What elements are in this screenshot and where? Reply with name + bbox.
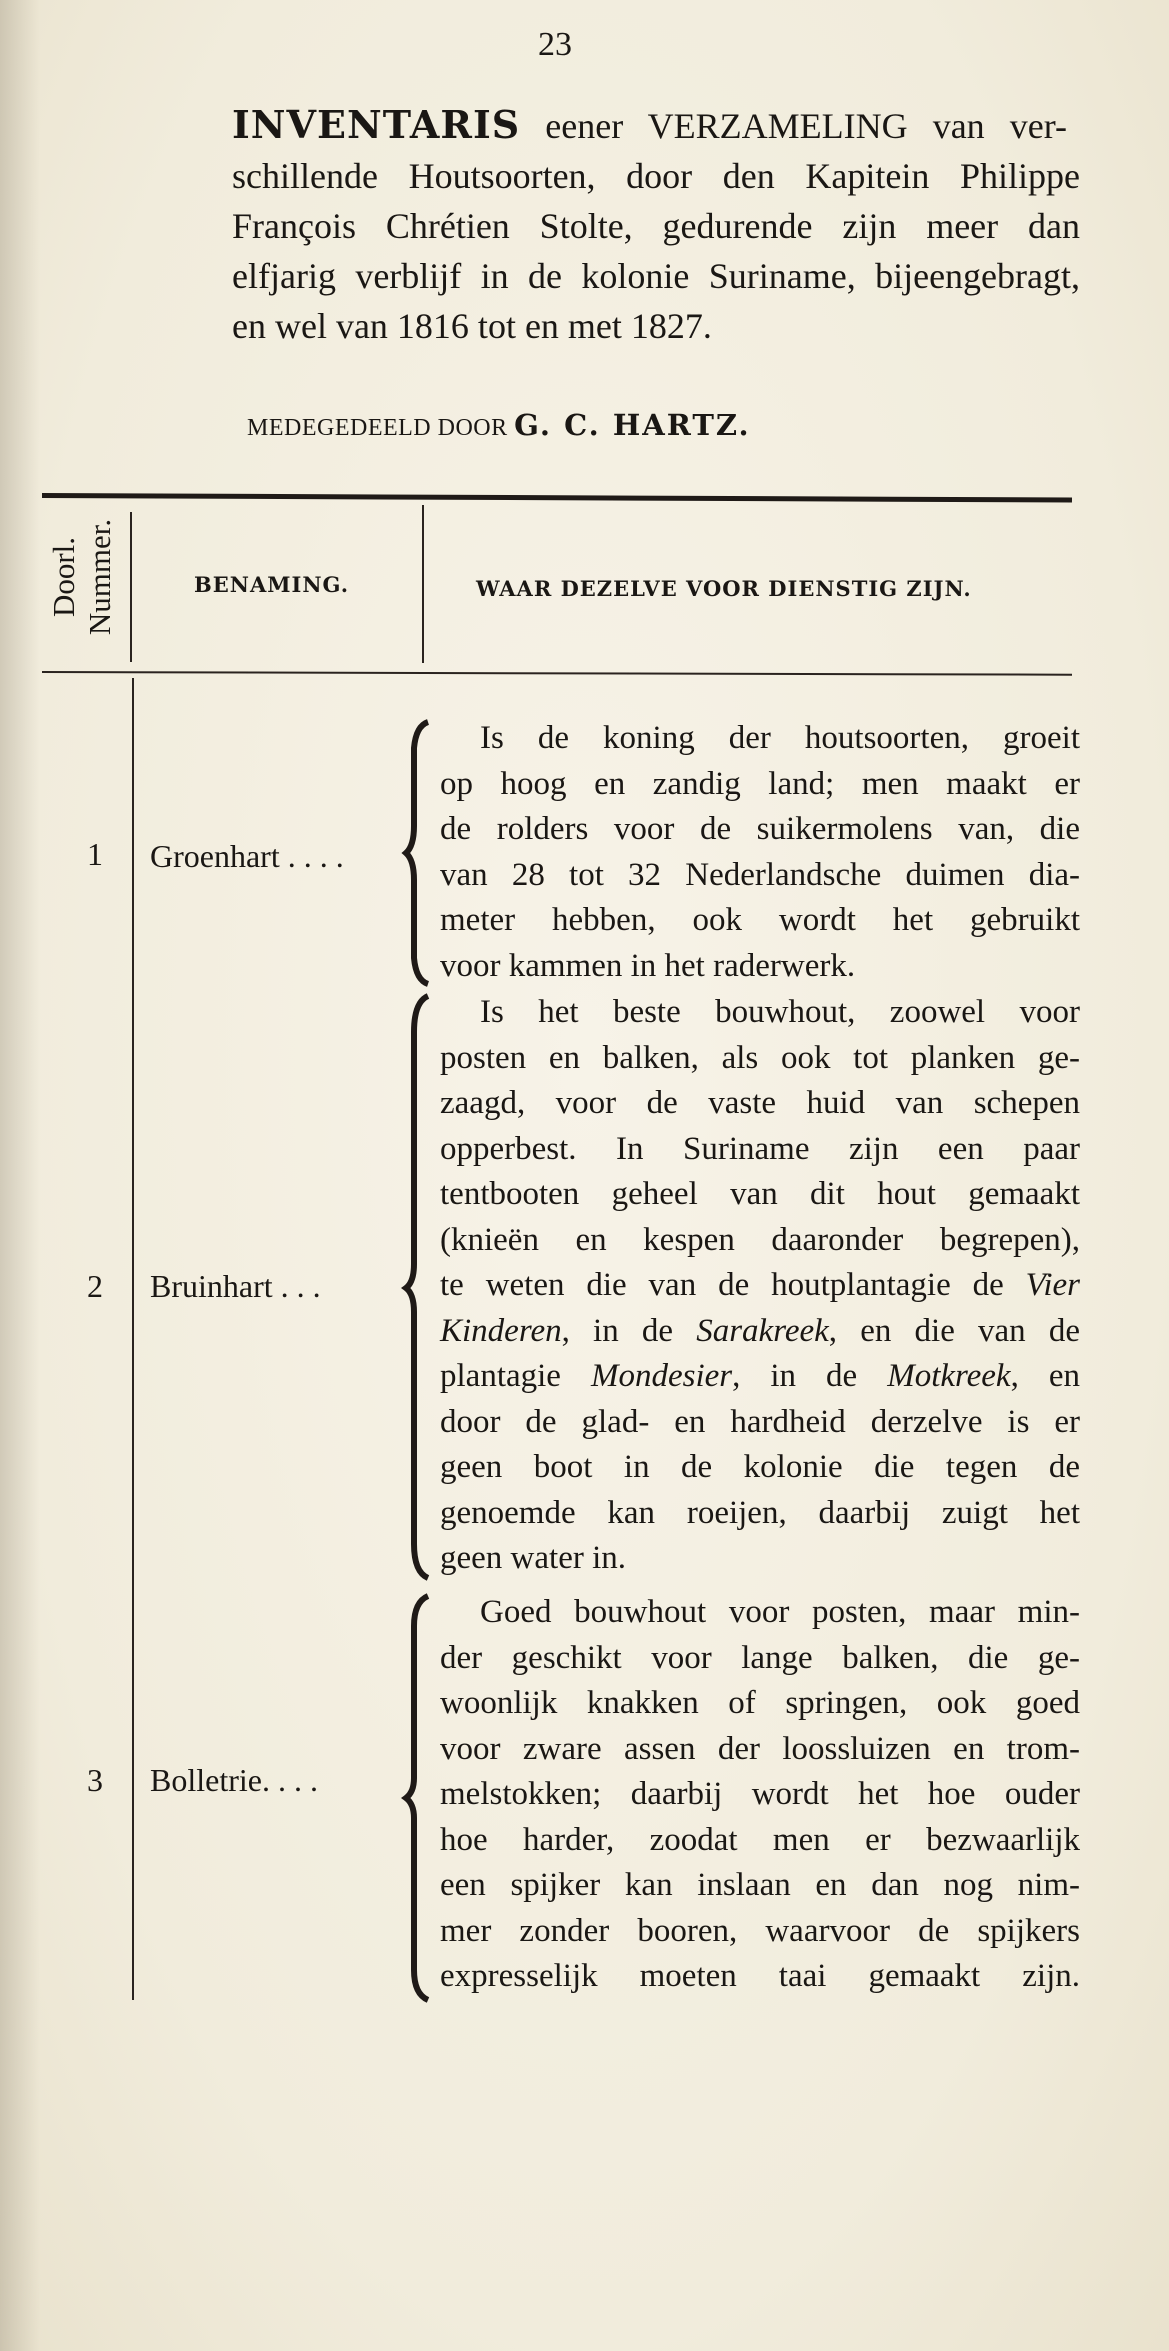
title-line-3: François Chrétien Stolte, gedurende zijn meer dan <box>232 206 1080 246</box>
name-column-header: BENAMING. <box>194 572 350 597</box>
number-header-line-1: Doorl. <box>46 536 81 618</box>
row-2-brace <box>400 992 434 1582</box>
row-1-name: Groenhart . . . . <box>150 838 344 874</box>
page-number: 23 <box>538 26 572 63</box>
row-3-description: Goed bouwhout voor posten, maar min- der geschikt voor lange balken, die ge- woonlijk knakken of springen, ook goed voor zware assen der loossluizen en trom- melstokken; daarbij wordt het hoe ouder hoe harder, zoodat men er bezwaarlijk een spijker kan inslaan en dan nog nim- mer zonder booren, waarvoor de spijkers expresselijk moeten taai gemaakt zijn. <box>440 1594 1080 1994</box>
row-2-description: Is het beste bouwhout, zoowel voor posten en balken, als ook tot planken ge- zaagd, voor de vaste huid van schepen opperbest. In Suriname zijn een paar tentbooten geheel van dit hout gemaakt (knieën en kespen daaronder begrepen), te weten die van de houtplantagie de Vier Kinderen, in de Sarakreek, en die van de plantagie Mondesier, in de Motkreek, en door de glad- en hardheid derzelve is er geen boot in de kolonie die tegen de genoemde kan roeijen, daarbij zuigt het geen water in. <box>440 994 1081 1576</box>
title-line-1: eener VERZAMELING van ver- <box>545 106 1067 146</box>
byline-prefix: MEDEGEDEELD DOOR <box>247 415 508 441</box>
title-line-4: elfjarig verblijf in de kolonie Suriname, bijeengebragt, <box>232 256 1080 296</box>
byline <box>247 408 751 442</box>
header-divider-1 <box>130 512 132 662</box>
number-header-line-2: Nummer. <box>82 518 117 636</box>
number-column-header <box>40 512 124 642</box>
header-divider-2 <box>422 505 424 663</box>
row-3-brace <box>400 1592 434 2004</box>
byline-author: G. C. HARTZ. <box>514 408 751 442</box>
number-column-divider <box>132 678 134 2000</box>
title-block <box>232 100 1080 351</box>
row-1-brace <box>400 718 434 988</box>
row-3-name: Bolletrie. . . . <box>150 1762 318 1798</box>
use-column-header: WAAR DEZELVE VOOR DIENSTIG ZIJN. <box>476 576 972 601</box>
row-1-description: Is de koning der houtsoorten, groeit op hoog en zandig land; men maakt er de rolders voor de suikermolens van, die van 28 tot 32 Nederlandsche duimen dia- meter hebben, ook wordt het gebruikt voor kammen in het raderwerk. <box>440 720 1080 984</box>
row-3-number: 3 <box>87 1762 103 1798</box>
title-line-2: schillende Houtsoorten, door den Kapitein Philippe <box>232 156 1080 196</box>
title-line-5: en wel van 1816 tot en met 1827. <box>232 306 712 346</box>
row-2-number: 2 <box>87 1268 103 1304</box>
title-word: INVENTARIS <box>232 102 521 147</box>
row-1-number: 1 <box>87 836 103 872</box>
row-2-name: Bruinhart . . . <box>150 1268 321 1304</box>
page-edge-shadow <box>0 0 40 2351</box>
